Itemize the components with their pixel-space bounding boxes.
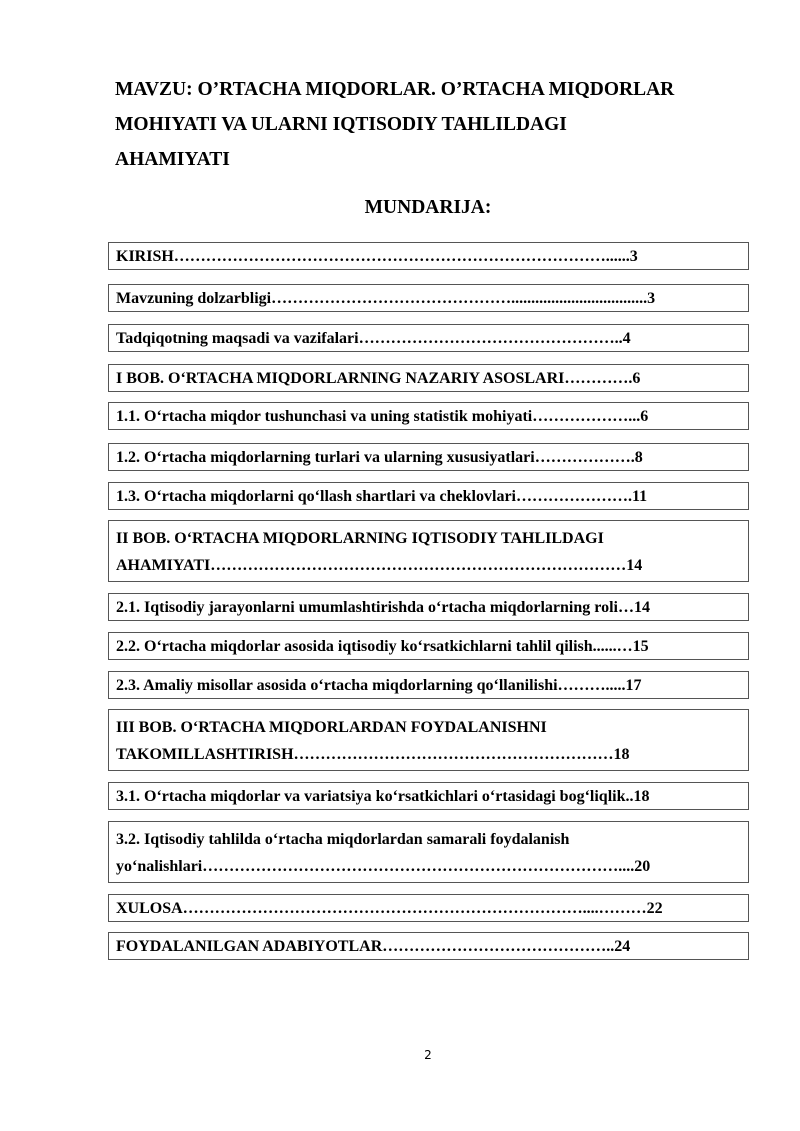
toc-entry-chapter-1[interactable] xyxy=(108,364,749,392)
document-title xyxy=(115,72,755,177)
toc-entry-section-3-1[interactable] xyxy=(108,782,749,810)
toc-entry-section-1-2[interactable] xyxy=(108,443,749,471)
toc-entry-chapter-2[interactable] xyxy=(108,520,749,582)
toc-entry-text: KIRISH………………………………………………………………………......3 xyxy=(116,248,638,265)
toc-entry-text: 2.3. Amaliy misollar asosida o‘rtacha miqdorlarning qo‘llanilishi……….....17 xyxy=(116,677,642,694)
toc-entry-xulosa[interactable] xyxy=(108,894,749,922)
toc-entry-kirish[interactable] xyxy=(108,242,749,270)
toc-entry-text: 3.1. O‘rtacha miqdorlar va variatsiya ko‘rsatkichlari o‘rtasidagi bog‘liqlik..18 xyxy=(116,788,650,805)
toc-entry-text: 1.3. O‘rtacha miqdorlarni qo‘llash shartlari va cheklovlari………………….11 xyxy=(116,488,648,505)
toc-entry-chapter-3[interactable] xyxy=(108,709,749,771)
toc-entry-references[interactable] xyxy=(108,932,749,960)
toc-entry-text-line-1: 3.2. Iqtisodiy tahlilda o‘rtacha miqdorlardan samarali foydalanish xyxy=(116,831,570,848)
toc-entry-text: Tadqiqotning maqsadi va vazifalari…………………………………………..4 xyxy=(116,330,631,347)
toc-entry-text: 2.1. Iqtisodiy jarayonlarni umumlashtirishda o‘rtacha miqdorlarning roli…14 xyxy=(116,599,650,616)
toc-heading: MUNDARIJA: xyxy=(364,197,492,218)
toc-entry-text: 1.2. O‘rtacha miqdorlarning turlari va ularning xususiyatlari……………….8 xyxy=(116,449,643,466)
toc-entry-section-3-2[interactable] xyxy=(108,821,749,883)
toc-entry-tadqiqot-maqsadi[interactable] xyxy=(108,324,749,352)
toc-entry-text: 2.2. O‘rtacha miqdorlar asosida iqtisodiy ko‘rsatkichlarni tahlil qilish......…15 xyxy=(116,638,649,655)
toc-entry-text: I BOB. O‘RTACHA MIQDORLARNING NAZARIY ASOSLARI………….6 xyxy=(116,370,641,387)
document-title-line-1: MAVZU: O’RTACHA MIQDORLAR. O’RTACHA MIQDORLAR xyxy=(115,79,675,100)
document-title-line-3: AHAMIYATI xyxy=(115,149,230,170)
toc-entry-text-line-1: II BOB. O‘RTACHA MIQDORLARNING IQTISODIY TAHLILDAGI xyxy=(116,530,604,547)
page-number: 2 xyxy=(424,1048,432,1062)
toc-entry-section-1-1[interactable] xyxy=(108,402,749,430)
toc-entry-section-2-1[interactable] xyxy=(108,593,749,621)
toc-entry-text-line-2: TAKOMILLASHTIRISH……………………………………………………18 xyxy=(116,746,630,763)
toc-entry-text: Mavzuning dolzarbligi………………………………………..................................3 xyxy=(116,290,656,307)
toc-entry-text: XULOSA…………………………………………………………………....………22 xyxy=(116,900,663,917)
toc-entry-text: 1.1. O‘rtacha miqdor tushunchasi va uning statistik mohiyati………………...6 xyxy=(116,408,649,425)
toc-entry-text: FOYDALANILGAN ADABIYOTLAR……………………………………..24 xyxy=(116,938,631,955)
toc-entry-text-line-2: yo‘nalishlari……………………………………………………………………....20 xyxy=(116,858,651,875)
toc-entry-section-1-3[interactable] xyxy=(108,482,749,510)
toc-entry-text-line-1: III BOB. O‘RTACHA MIQDORLARDAN FOYDALANISHNI xyxy=(116,719,547,736)
document-title-line-2: MOHIYATI VA ULARNI IQTISODIY TAHLILDAGI xyxy=(115,114,567,135)
toc-entry-section-2-3[interactable] xyxy=(108,671,749,699)
toc-entry-mavzuning-dolzarbligi[interactable] xyxy=(108,284,749,312)
toc-entry-text-line-2: AHAMIYATI……………………………………………………………………14 xyxy=(116,557,643,574)
toc-entry-section-2-2[interactable] xyxy=(108,632,749,660)
